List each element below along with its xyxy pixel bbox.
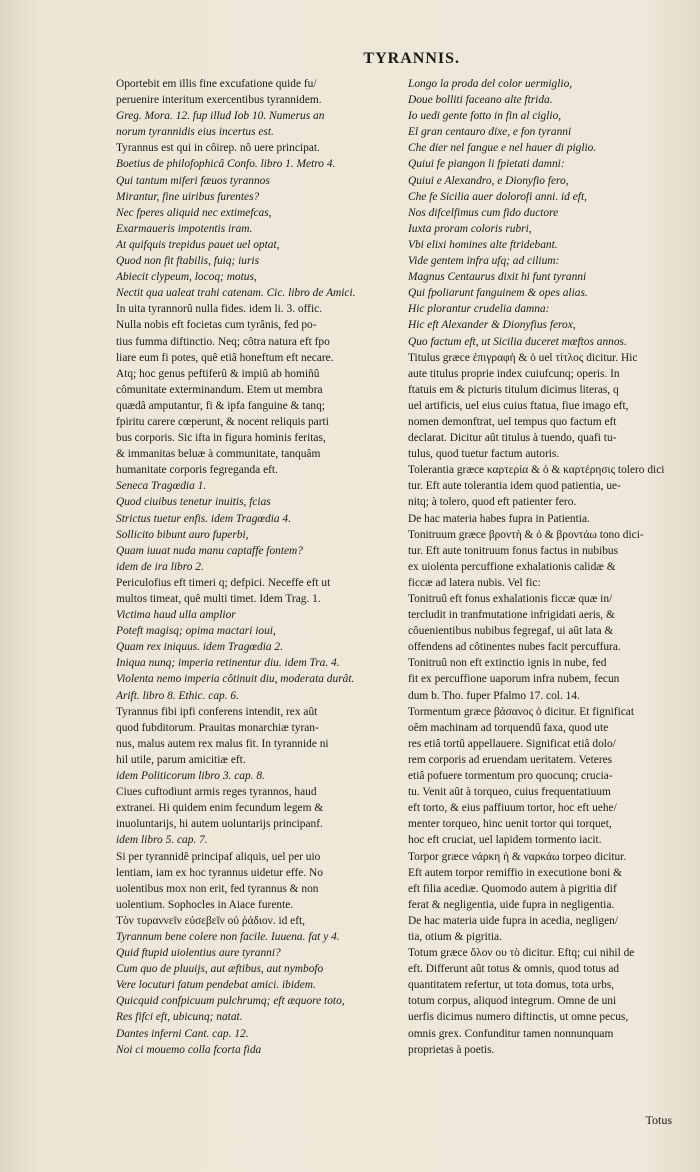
text-line: Che fe Sicilia auer dolorofi anni. id eft,	[408, 190, 587, 203]
text-line: Τὸν τυραννεῖν εὐσεβεῖν οὐ ῥάδιον. id eft,	[116, 914, 306, 927]
text-line: res etiâ tortû appellauere. Significat etiâ dolo/	[408, 737, 616, 750]
text-line: At quifquis trepidus pauet uel optat,	[116, 238, 280, 251]
text-line: Exarmaueris impotentis iram.	[116, 222, 253, 235]
text-line: quantitatem refertur, ut tota domus, tota urbs,	[408, 979, 615, 992]
text-line: bus corporis. Sic ifta in figura hominis feritas,	[116, 432, 326, 445]
text-line: hoc eft cruciat, uel lapidem tormento iacit.	[408, 834, 602, 847]
text-line: uerfis dicimus numero diftinctis, ut omne pecus,	[408, 1011, 629, 1024]
text-line: Iniqua nunq; imperia retinentur diu. idem Tra. 4.	[116, 657, 340, 670]
text-line: ex uiolenta percuffione exhalationis calidæ &	[408, 560, 616, 573]
text-line: Doue bolliti faceano alte ftrida.	[408, 94, 553, 107]
text-line: Arift. libro 8. Ethic. cap. 6.	[116, 689, 239, 702]
text-line: Nectit qua ualeat trahi catenam. Cic. libro de Amici.	[116, 287, 356, 300]
text-line: declarat. Dicitur aût titulus à tuendo, quafi tu-	[408, 432, 617, 445]
text-line: Tormentum græce βάσανος ὁ dicitur. Et fignificat	[408, 705, 635, 718]
text-line: Vere locuturi fatum pendebat amici. ibidem.	[116, 979, 316, 992]
text-line: Magnus Centaurus dixit hi funt tyranni	[408, 271, 587, 284]
text-line: Quam iuuat nuda manu captaffe fontem?	[116, 544, 303, 557]
text-line: tius fumma diftinctio. Neq; côtra natura eft fpo	[116, 335, 330, 348]
text-line: côuenientibus nubibus fegregaf, ui aût lata &	[408, 625, 614, 638]
text-line: Quo factum eft, ut Sicilia duceret mœftos annos.	[408, 335, 627, 348]
text-line: Vbi elixi homines alte ftridebant.	[408, 238, 558, 251]
text-line: tia, otium & pigritia.	[408, 930, 502, 943]
text-line: Quod non fit ftabilis, fuiq; iuris	[116, 255, 260, 268]
text-line: quod fubditorum. Prauitas monarchiæ tyran-	[116, 721, 319, 734]
text-line: Sollicito bibunt auro fuperbi,	[116, 528, 249, 541]
text-line: hil utile, parum amicitiæ eft.	[116, 753, 246, 766]
text-line: Noi ci mouemo colla fcorta fida	[116, 1043, 262, 1056]
text-line: norum tyrannidis eius incertus est.	[116, 126, 274, 139]
text-line: Hic eft Alexander & Dionyfius ferox,	[408, 319, 576, 332]
text-line: Torpor græce νάρκη ἡ & ναρκάω torpeo dicitur.	[408, 850, 627, 863]
text-line: quædâ amputantur, fi & ipfa fanguine & tanq;	[116, 399, 325, 412]
text-line: proprietas à poetis.	[408, 1043, 495, 1056]
text-line: totum corpus, aliquod integrum. Omne de uni	[408, 995, 617, 1008]
text-line: Tyrannus fibi ipfi conferens intendit, rex aût	[116, 705, 318, 718]
text-line: Qui fpoliarunt fanguinem & opes alias.	[408, 287, 588, 300]
text-line: Oportebit em illis fine excufatione quide fu/	[116, 78, 317, 90]
text-line: aute titulus proprie index cuiufcunq; operis. In	[408, 367, 620, 380]
text-line: ficcæ ad latera nubis. Vel fic:	[408, 576, 541, 589]
text-line: Titulus græce ἐπιγραφὴ & ὁ uel τίτλος dicitur. Hic	[408, 351, 638, 364]
text-line: idem Politicorum libro 3. cap. 8.	[116, 770, 265, 783]
text-line: El gran centauro dixe, e fon tyranni	[408, 126, 572, 139]
text-line: Iuxta proram coloris rubri,	[408, 222, 532, 235]
text-line: Vide gentem infra ufq; ad cilium:	[408, 255, 560, 268]
text-line: De hac materia habes fupra in Patientia.	[408, 512, 590, 525]
text-line: Nulla nobis eft focietas cum tyrânis, fed po-	[116, 319, 317, 332]
text-line: In uita tyrannorû nulla fides. idem li. 3. offic.	[116, 303, 323, 316]
text-line: tercludit in tranfmutatione infrigidati aeris, &	[408, 609, 615, 622]
left-text-column	[116, 76, 396, 1058]
text-line: Ciues cuftodiunt armis reges tyrannos, haud	[116, 786, 317, 799]
text-line: Tyrannus est qui in côirep. nô uere principat.	[116, 142, 320, 155]
text-line: fit ex percuffione uaporum infra nubem, fecun	[408, 673, 620, 686]
running-title: TYRANNIS.	[363, 50, 460, 67]
text-line: Tonitruû non eft extinctio ignis in nube, fed	[408, 657, 607, 670]
text-line: ferat & negligentia, uide fupra in negligentia.	[408, 898, 615, 911]
text-line: multos timeat, quê multi timet. Idem Trag. 1.	[116, 593, 321, 605]
text-line: offendens ad côtinentes nubes facit percuffura.	[408, 641, 621, 654]
text-line: Eft autem torpor remiffio in executione boni &	[408, 866, 622, 879]
text-line: eft. Differunt aût totus & omnis, quod totus ad	[408, 963, 620, 976]
text-line: Nec fperes aliquid nec extimefcas,	[116, 206, 272, 219]
text-line: nitq; à tolero, quod eft patienter fero.	[408, 496, 577, 509]
text-line: idem libro 5. cap. 7.	[116, 834, 208, 847]
text-line: etiâ pofuere tormentum pro quocunq; crucia-	[408, 770, 613, 783]
text-line: omnis grex. Confunditur tamen nonnunquam	[408, 1027, 614, 1040]
text-line: Strictus tuetur enfis. idem Tragœdia 4.	[116, 512, 291, 525]
text-line: & immanitas beluæ à communitate, tanquâm	[116, 448, 321, 461]
text-line: Quiui e Alexandro, e Dionyfio fero,	[408, 174, 569, 187]
text-line: tulus, quod tuetur factum autoris.	[408, 448, 560, 461]
text-line: Longo la proda del color uermiglio,	[408, 78, 573, 90]
text-line: Dantes inferni Cant. cap. 12.	[116, 1027, 249, 1040]
text-line: Quam rex iniquus. idem Tragœdia 2.	[116, 641, 283, 654]
text-line: tur. Eft aute tolerantia idem quod patientia, ue-	[408, 480, 621, 493]
text-line: Quod ciuibus tenetur inuitis, fcias	[116, 496, 271, 509]
text-line: Quicquid confpicuum pulchrumq; eft æquore toto,	[116, 995, 345, 1008]
text-line: Tonitruû eft fonus exhalationis ficcæ quæ in/	[408, 593, 613, 605]
text-line: Qui tantum miferi fæuos tyrannos	[116, 174, 270, 187]
text-line: Greg. Mora. 12. fup illud Iob 10. Numerus an	[116, 110, 325, 123]
text-line: Si per tyrannidê principaf aliquis, uel per uio	[116, 850, 321, 863]
text-line: Tonitruum græce βροντὴ & ὁ & βροντάω tono dici-	[408, 528, 644, 541]
text-line: Atq; hoc genus peftiferû & impiû ab homiñû	[116, 367, 320, 380]
text-line: uolentibus mox non erit, fed tyrannus & non	[116, 882, 319, 895]
text-line: liare eum fi potes, quê etiâ honeftum eft necare.	[116, 351, 334, 364]
text-line: inuoluntarijs, hi autem uoluntarijs principanf.	[116, 818, 323, 831]
text-line: tu. Venit aût à torqueo, cuius frequentatiuum	[408, 786, 611, 799]
text-line: menter torqueo, hinc uenit tortor qui torquet,	[408, 818, 612, 831]
text-line: ftatuis em & picturis titulum dicimus literas, q	[408, 383, 619, 396]
text-line: Periculofius eft timeri q; defpici. Neceffe eft ut	[116, 576, 331, 589]
text-line: Nos difcelfimus cum fido ductore	[408, 206, 559, 219]
text-line: Io uedi gente fotto in fin al ciglio,	[408, 110, 562, 123]
right-text-column	[408, 76, 676, 1058]
text-line: oêm machinam ad torquendû faxa, quod ute	[408, 721, 609, 734]
text-line: Mirantur, fine uiribus furentes?	[116, 190, 260, 203]
text-line: nus, malus autem rex malus fit. In tyrannide ni	[116, 737, 329, 750]
text-line: Che dier nel fangue e nel hauer di piglio.	[408, 142, 597, 155]
text-line: Totum græce ὅλον ου τὸ dicitur. Eftq; cui nihil de	[408, 947, 635, 960]
text-line: idem de ira libro 2.	[116, 560, 204, 573]
text-line: eft torto, & eius paffiuum tortor, hoc eft uehe/	[408, 802, 617, 815]
text-line: uel artificis, uel eius cuius ftatua, fiue imago eft,	[408, 399, 629, 412]
text-line: nomen demonftrat, uel tempus quo factum eft	[408, 415, 617, 428]
text-line: Abiecit clypeum, locoq; motus,	[116, 271, 257, 284]
text-line: Seneca Tragœdia 1.	[116, 480, 207, 493]
text-line: dum b. Tho. fuper Pfalmo 17. col. 14.	[408, 689, 580, 702]
text-line: Hic plorantur crudelia damna:	[408, 303, 550, 316]
text-line: Poteft magisq; opima mactari ioui,	[116, 625, 276, 638]
text-line: Tolerantia græce καρτερία & ὁ & καρτέρησις tolero dici	[408, 464, 665, 477]
text-line: tur. Eft aute tonitruum fonus factus in nubibus	[408, 544, 619, 557]
text-line: humanitate corporis fegreganda eft.	[116, 464, 278, 477]
text-line: Boetius de philofophicâ Confo. libro 1. Metro 4.	[116, 158, 336, 171]
text-line: rem corporis ad eruendam ueritatem. Veteres	[408, 753, 613, 766]
text-line: Violenta nemo imperia côtinuit diu, moderata durât.	[116, 673, 355, 686]
text-line: Res fifci eft, ubicunq; natat.	[116, 1011, 243, 1024]
catchword: Totus	[645, 1113, 672, 1127]
text-line: Quid ftupid uiolentius aure tyranni?	[116, 947, 281, 960]
text-line: extranei. Hi quidem enim fecundum legem &	[116, 802, 324, 815]
text-line: Quiui fe piangon li fpietati damni:	[408, 158, 565, 171]
text-line: Cum quo de pluuijs, aut æftibus, aut nymbofo	[116, 963, 324, 976]
text-line: Tyrannum bene colere non facile. Iuuena. fat y 4.	[116, 930, 340, 943]
text-line: uolentium. Sophocles in Aiace furente.	[116, 898, 294, 911]
text-line: fpiritu carere cœperunt, & nocent reliquis parti	[116, 415, 329, 428]
text-line: cômunitate exterminandum. Etem ut membra	[116, 383, 323, 396]
text-line: lentiam, iam ex hoc tyrannus uidetur effe. No	[116, 866, 323, 879]
text-line: De hac materia uide fupra in acedia, negligen/	[408, 914, 618, 927]
text-line: Victima haud ulla amplior	[116, 609, 236, 622]
text-line: eft filia acediæ. Quomodo autem à pigritia dif	[408, 882, 617, 895]
text-line: peruenire interitum exercentibus tyrannidem.	[116, 94, 322, 107]
